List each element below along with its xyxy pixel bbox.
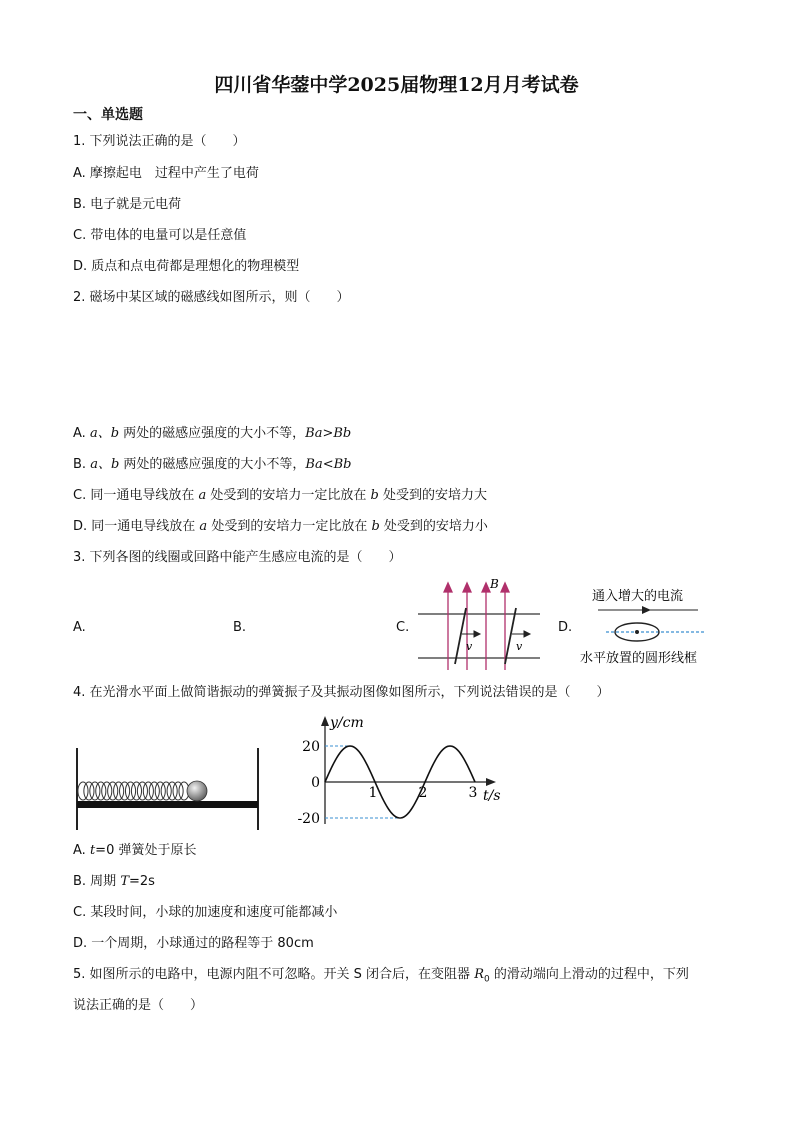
- q5-stem-line2: 说法正确的是（ ）: [73, 998, 204, 1013]
- chart-ylabel: y/cm: [330, 715, 364, 731]
- q3d-figure: [578, 585, 728, 670]
- x-tick-label: 1: [368, 785, 378, 801]
- chart-xlabel: t/s: [483, 788, 501, 804]
- page-title: 四川省华蓥中学2025届物理12月月考试卷: [214, 74, 579, 96]
- vibration-graph: [290, 712, 510, 834]
- q2-option-a: A. a、b 两处的磁感应强度的大小不等，Ba>Bb: [73, 426, 352, 441]
- y-tick-label: 0: [311, 775, 320, 791]
- q1-stem: 1. 下列说法正确的是（ ）: [73, 134, 246, 149]
- q3d-top-label: 通入增大的电流: [592, 589, 684, 604]
- q2-stem: 2. 磁场中某区域的磁感线如图所示，则（ ）: [73, 290, 350, 305]
- q3c-figure: [410, 578, 545, 674]
- q3-option-c: C.: [396, 620, 410, 635]
- spring-coil: [78, 782, 189, 800]
- q3-option-a: A.: [73, 620, 86, 635]
- q2-option-d: D. 同一通电导线放在 a 处受到的安培力一定比放在 b 处受到的安培力小: [73, 519, 488, 534]
- y-tick-label: -20: [297, 811, 320, 827]
- q1-option-b: B. 电子就是元电荷: [73, 197, 182, 212]
- q1-option-c: C. 带电体的电量可以是任意值: [73, 228, 247, 243]
- q2-option-c: C. 同一通电导线放在 a 处受到的安培力一定比放在 b 处受到的安培力大: [73, 488, 487, 503]
- q4-option-a: A. t=0 弹簧处于原长: [73, 843, 197, 858]
- q1-option-d: D. 质点和点电荷都是理想化的物理模型: [73, 259, 300, 274]
- y-tick-label: 20: [302, 739, 320, 755]
- q4-option-c: C. 某段时间，小球的加速度和速度可能都减小: [73, 905, 338, 920]
- q3d-bottom-label: 水平放置的圆形线框: [580, 651, 698, 666]
- q3-option-d: D.: [558, 620, 573, 635]
- q3c-label-B: B: [490, 578, 499, 591]
- x-tick-label: 2: [418, 785, 428, 801]
- x-axis-arrow: [486, 778, 496, 786]
- spring-oscillator-figure: [72, 744, 262, 834]
- q4-option-d: D. 一个周期，小球通过的路程等于 80cm: [73, 936, 314, 951]
- x-tick-label: 3: [468, 785, 478, 801]
- q4-option-b: B. 周期 T=2s: [73, 874, 155, 889]
- q3c-label-v1: v: [466, 640, 473, 653]
- q2-option-b: B. a、b 两处的磁感应强度的大小不等，Ba<Bb: [73, 457, 352, 472]
- q4-stem: 4. 在光滑水平面上做简谐振动的弹簧振子及其振动图像如图所示，下列说法错误的是（ ）: [73, 685, 610, 700]
- q3-stem: 3. 下列各图的线圈或回路中能产生感应电流的是（ ）: [73, 550, 402, 565]
- y-axis-arrow: [321, 716, 329, 726]
- q1-option-a: A. 摩擦起电 过程中产生了电荷: [73, 166, 259, 181]
- ball: [187, 781, 207, 801]
- q3-option-b: B.: [233, 620, 247, 635]
- section-heading: 一、单选题: [73, 107, 143, 123]
- q3c-label-v2: v: [516, 640, 523, 653]
- q5-stem-line1: 5. 如图所示的电路中，电源内阻不可忽略。开关 S 闭合后，在变阻器 $R_0$ 的滑动端向上滑动的过程中，下列: [73, 967, 689, 985]
